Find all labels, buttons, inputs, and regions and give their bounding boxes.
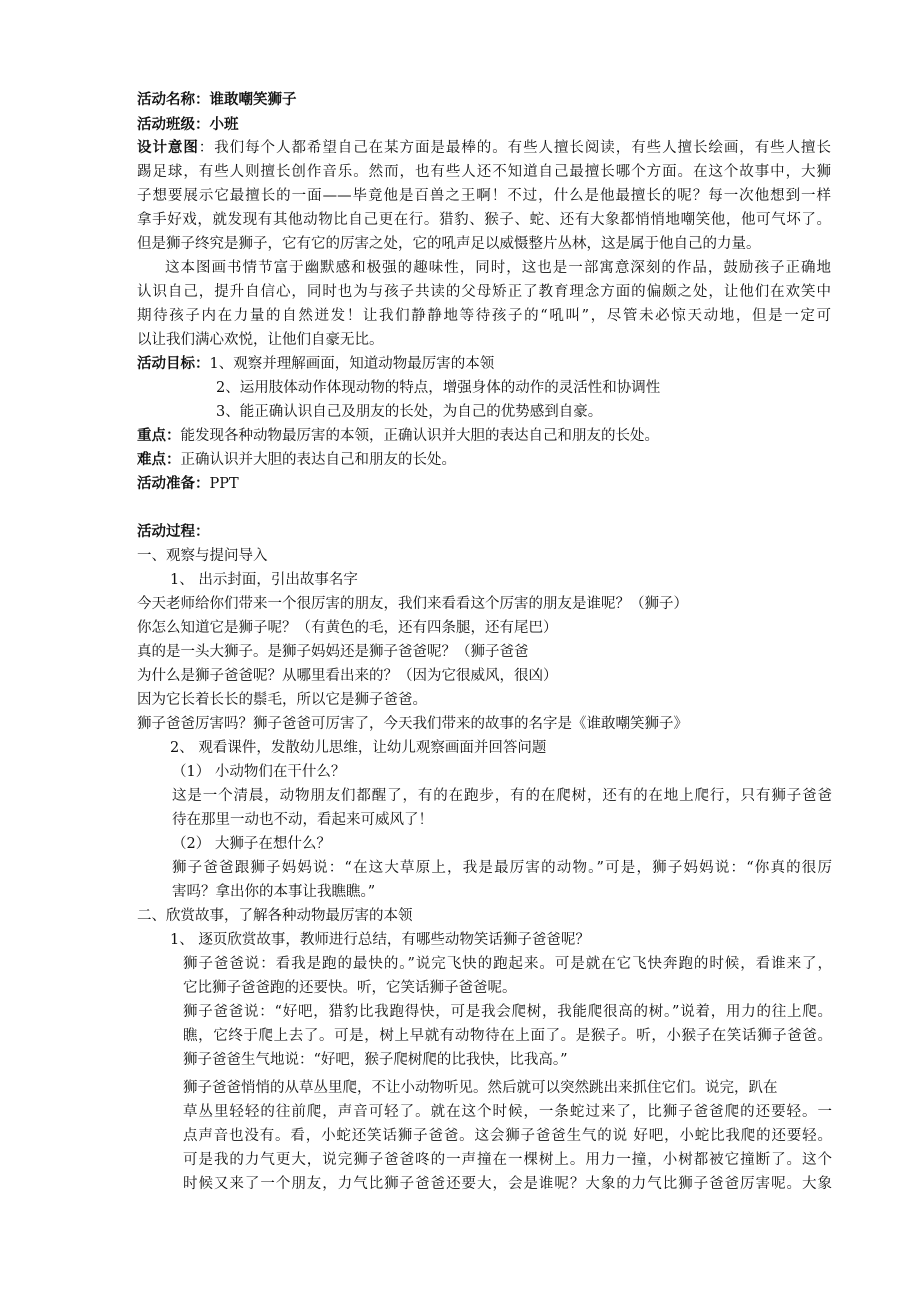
- activity-goal-2: 2、运用肢体动作体现动物的特点，增强身体的动作的灵活性和协调性: [216, 380, 661, 396]
- dialog-line: 因为它长着长长的鬃毛，所以它是狮子爸爸。: [137, 692, 427, 708]
- design-intent-para2-line: 以让我们满心欢悦，让他们自豪无比。: [137, 332, 384, 348]
- story-line: 狮子爸爸生气地说：“好吧，猴子爬树爬的比我快，比我高。”: [183, 1052, 568, 1068]
- story-line: 狮子爸爸说：看我是跑的最快的。”说完飞快的跑起来。可是就在它飞快奔跑的时候，看谁来了，: [183, 956, 832, 972]
- key-point-label: 重点：: [137, 427, 181, 444]
- activity-goal-label: 活动目标：: [137, 355, 210, 372]
- key-point-row: [137, 426, 659, 446]
- design-intent-line: 但是狮子终究是狮子，它有它的厉害之处，它的吼声足以威慑整片丛林，这是属于他自己的力量。: [137, 236, 761, 252]
- story-line: 草丛里轻轻的往前爬，声音可轻了。就在这个时候，一条蛇过来了，比狮子爸爸爬的还要轻。一: [183, 1104, 832, 1120]
- story-line: 狮子爸爸说：“好吧，猎豹比我跑得快，可是我会爬树，我能爬很高的树。”说着，用力的往上爬。: [183, 1004, 832, 1020]
- story-line: 点声音也没有。看，小蛇还笑话狮子爸爸。这会狮子爸爸生气的说 好吧，小蛇比我爬的还要轻。: [183, 1128, 832, 1144]
- dialog-line: 真的是一头大狮子。是狮子妈妈还是狮子爸爸呢？（狮子爸爸: [137, 644, 529, 660]
- section-item: 1、 逐页欣赏故事，教师进行总结，有哪些动物笑话狮子爸爸呢？: [170, 932, 590, 948]
- design-intent-line: 子想要展示它最擅长的一面——毕竟他是百兽之王啊！不过，什么是他最擅长的呢？每一次他想到一样: [137, 188, 831, 204]
- design-intent-line: 拿手好戏，就发现有其他动物比自己更在行。猎豹、猴子、蛇、还有大象都悄悄地嘲笑他，他可气坏了。: [137, 212, 831, 228]
- key-point-value: 能发现各种动物最厉害的本领，正确认识并大胆的表达自己和朋友的长处。: [180, 428, 659, 444]
- section-title: 二、欣赏故事，了解各种动物最厉害的本领: [137, 908, 413, 924]
- activity-goal-1: 1、观察并理解画面，知道动物最厉害的本领: [209, 356, 495, 372]
- dialog-line: 狮子爸爸厉害吗？狮子爸爸可厉害了，今天我们带来的故事的名字是《谁敢嘲笑狮子》: [137, 716, 688, 732]
- difficulty-row: [137, 450, 456, 470]
- story-line: 可是我的力气更大，说完狮子爸爸咚的一声撞在一棵树上。用力一撞，小树都被它撞断了。这个: [183, 1152, 832, 1168]
- activity-class-row: [137, 115, 239, 135]
- difficulty-value: 正确认识并大胆的表达自己和朋友的长处。: [180, 452, 456, 468]
- dialog-line: 今天老师给你们带来一个很厉害的朋友，我们来看看这个厉害的朋友是谁呢？（狮子）: [137, 596, 688, 612]
- section-item: 1、 出示封面，引出故事名字: [170, 572, 358, 588]
- activity-name-row: [137, 90, 297, 110]
- question: （2） 大狮子在想什么？: [172, 836, 331, 852]
- activity-class-label: 活动班级：: [137, 116, 210, 133]
- preparation-label: 活动准备：: [137, 475, 210, 492]
- preparation-value: PPT: [209, 476, 239, 492]
- design-intent-para2-line: 认识自己，提升自信心，同时也为与孩子共读的父母矫正了教育理念方面的偏颇之处，让他们在欢笑中: [137, 284, 831, 300]
- design-intent-text: ：我们每个人都希望自己在某方面是最棒的。有些人擅长阅读，有些人擅长绘画，有些人擅长: [198, 140, 832, 156]
- design-intent-line: 踢足球，有些人则擅长创作音乐。然而，也有些人还不知道自己最擅长哪个方面。在这个故事中，大狮: [137, 164, 831, 180]
- activity-name-value: 谁敢嘲笑狮子: [209, 91, 297, 108]
- design-intent-label: 设计意图: [137, 139, 199, 156]
- answer-line: 狮子爸爸跟狮子妈妈说：“在这大草原上，我是最厉害的动物。”可是，狮子妈妈说：“你真的很厉: [172, 860, 832, 876]
- preparation-row: [137, 474, 239, 494]
- story-line: 瞧，它终于爬上去了。可是，树上早就有动物待在上面了。是猴子。听，小猴子在笑话狮子爸爸。: [183, 1028, 832, 1044]
- question: （1） 小动物们在干什么？: [172, 764, 346, 780]
- activity-class-value: 小班: [209, 116, 239, 133]
- activity-name-label: 活动名称：: [137, 91, 210, 108]
- section-item: 2、 观看课件，发散幼儿思维，让幼儿观察画面并回答问题: [170, 740, 547, 756]
- dialog-line: 为什么是狮子爸爸呢？从哪里看出来的？（因为它很威风，很凶）: [137, 668, 558, 684]
- process-heading: 活动过程：: [137, 523, 210, 540]
- difficulty-label: 难点：: [137, 451, 181, 468]
- activity-goal-3: 3、能正确认识自己及朋友的长处，为自己的优势感到自豪。: [216, 404, 603, 420]
- design-intent-para2-line: 这本图画书情节富于幽默感和极强的趣味性，同时，这也是一部寓意深刻的作品，鼓励孩子正确地: [165, 260, 831, 276]
- section-title: 一、观察与提问导入: [137, 548, 268, 564]
- answer-line: 害吗？拿出你的本事让我瞧瞧。”: [172, 884, 376, 900]
- story-line: 时候又来了一个朋友，力气比狮子爸爸还要大，会是谁呢？大象的力气比狮子爸爸厉害呢。大象: [183, 1176, 832, 1192]
- activity-goal-row: [137, 354, 494, 374]
- design-intent-para2-line: 期待孩子内在力量的自然迸发！让我们静静地等待孩子的“吼叫”，尽管未必惊天动地，但是一定可: [137, 308, 831, 324]
- story-line: 它比狮子爸爸跑的还要快。听，它笑话狮子爸爸呢。: [183, 980, 517, 996]
- answer-line: 待在那里一动也不动，看起来可威风了！: [172, 812, 433, 828]
- dialog-line: 你怎么知道它是狮子呢？（有黄色的毛，还有四条腿，还有尾巴）: [137, 620, 558, 636]
- answer-line: 这是一个清晨，动物朋友们都醒了，有的在跑步，有的在爬树，还有的在地上爬行，只有狮子爸爸: [172, 788, 832, 804]
- story-line: 狮子爸爸悄悄的从草丛里爬，不让小动物听见。然后就可以突然跳出来抓住它们。说完，趴在: [183, 1080, 778, 1096]
- design-intent-line: [137, 138, 831, 158]
